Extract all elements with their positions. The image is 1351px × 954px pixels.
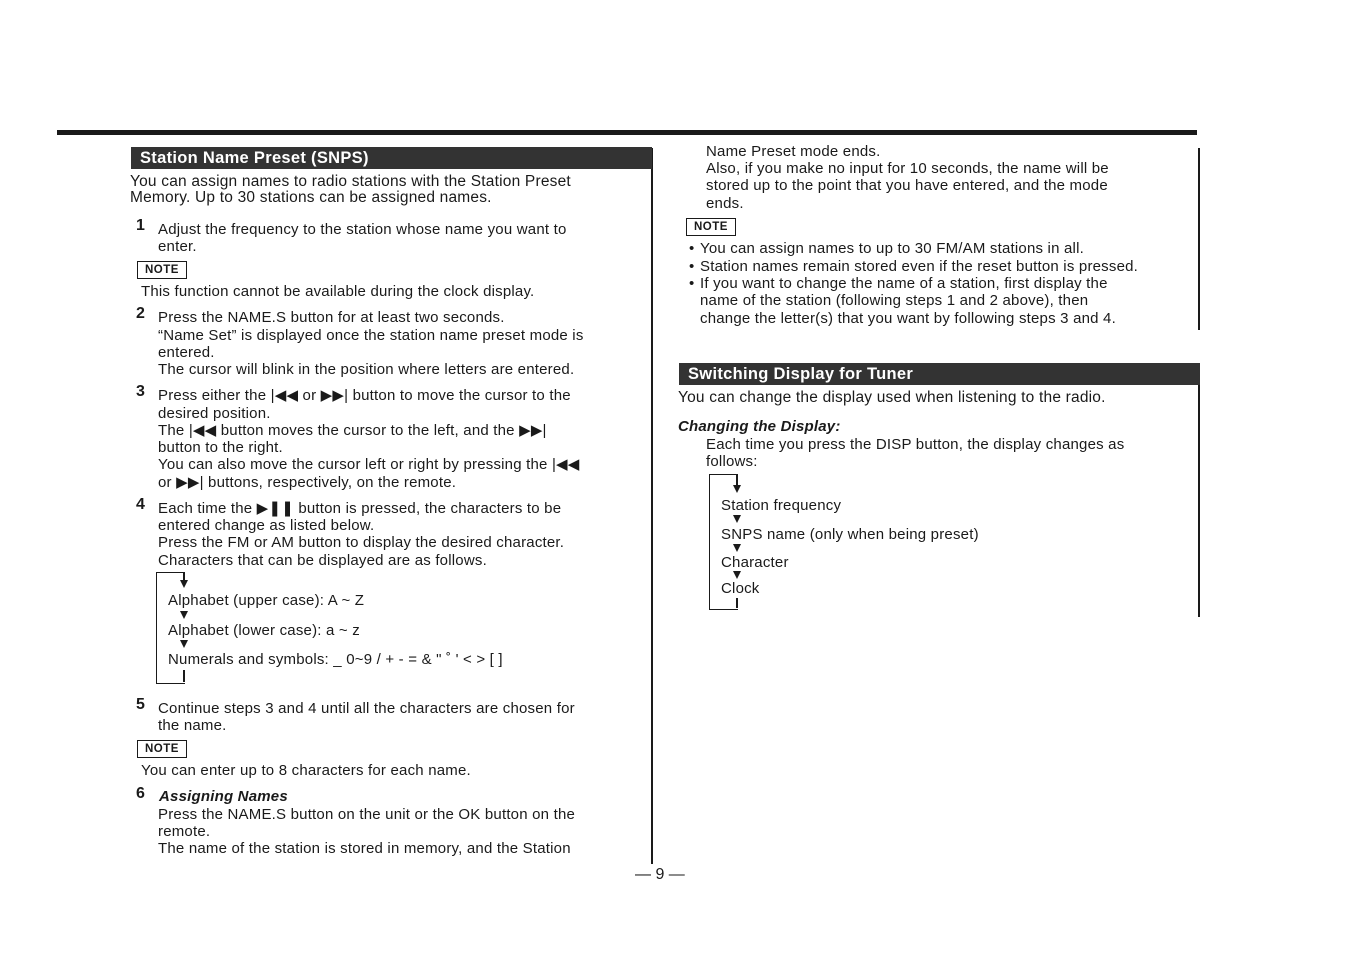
continued-text: Also, if you make no input for 10 seconds, the name will be <box>706 160 1109 177</box>
down-arrow-icon <box>180 580 188 588</box>
flow-item: Numerals and symbols: _ 0~9 / + - = & " ˚ ' < > [ ] <box>168 651 503 668</box>
down-arrow-icon <box>733 571 741 579</box>
note-text: You can enter up to 8 characters for each name. <box>141 762 471 779</box>
note-text: This function cannot be available during the clock display. <box>141 283 535 300</box>
loop-connector <box>183 670 185 682</box>
step-number: 5 <box>136 696 145 713</box>
continued-text: Name Preset mode ends. <box>706 143 881 160</box>
step-text: The name of the station is stored in memory, and the Station <box>158 840 571 857</box>
flow-item: Character <box>721 554 789 571</box>
step-number: 4 <box>136 496 145 513</box>
sub-text: follows: <box>706 453 758 470</box>
step-text: desired position. <box>158 405 271 422</box>
continued-text: stored up to the point that you have entered, and the mode <box>706 177 1108 194</box>
step-text: entered change as listed below. <box>158 517 375 534</box>
step-text: Press either the |◀◀ or ▶▶| button to move the cursor to the <box>158 387 571 404</box>
down-arrow-icon <box>733 485 741 493</box>
sub-heading: Changing the Display: <box>678 418 841 435</box>
step-text: button to the right. <box>158 439 283 456</box>
intro-line: You can assign names to radio stations with the Station Preset <box>130 173 571 190</box>
loop-connector <box>736 598 738 608</box>
down-arrow-icon <box>180 611 188 619</box>
left-column-rule <box>651 148 653 864</box>
step-number: 3 <box>136 383 145 400</box>
note-badge: NOTE <box>686 218 736 236</box>
flow-item: Alphabet (lower case): a ~ z <box>168 622 360 639</box>
flow-item: Station frequency <box>721 497 842 514</box>
step-text: The |◀◀ button moves the cursor to the left, and the ▶▶| <box>158 422 547 439</box>
step-text: Press the NAME.S button on the unit or the OK button on the <box>158 806 576 823</box>
page-number: — 9 — <box>635 866 685 883</box>
step-text: Adjust the frequency to the station whose name you want to <box>158 221 567 238</box>
flow-item: SNPS name (only when being preset) <box>721 526 979 543</box>
flow-item: Clock <box>721 580 760 597</box>
top-rule <box>57 130 1197 135</box>
right-column-rule-lower <box>1198 364 1200 617</box>
step-text: “Name Set” is displayed once the station name preset mode is <box>158 327 584 344</box>
down-arrow-icon <box>733 515 741 523</box>
step-text: Continue steps 3 and 4 until all the characters are chosen for <box>158 700 575 717</box>
section-title-snps: Station Name Preset (SNPS) <box>131 147 652 169</box>
note-bullet-text: Station names remain stored even if the reset button is pressed. <box>700 258 1139 275</box>
step-text: The cursor will blink in the position where letters are entered. <box>158 361 575 378</box>
note-bullet-text: You can assign names to up to 30 FM/AM stations in all. <box>700 240 1084 257</box>
note-bullet-text: If you want to change the name of a station, first display the <box>700 275 1108 292</box>
sub-text: Each time you press the DISP button, the display changes as <box>706 436 1125 453</box>
step-text: Press the NAME.S button for at least two seconds. <box>158 309 505 326</box>
step-number: 1 <box>136 217 145 234</box>
step-text: the name. <box>158 717 227 734</box>
flow-item: Alphabet (upper case): A ~ Z <box>168 592 365 609</box>
step-text: or ▶▶| buttons, respectively, on the remote. <box>158 474 457 491</box>
step-text: enter. <box>158 238 197 255</box>
step-text: entered. <box>158 344 215 361</box>
intro-line: You can change the display used when listening to the radio. <box>678 389 1106 406</box>
step-number: 6 <box>136 785 145 802</box>
step-text: Press the FM or AM button to display the desired character. <box>158 534 565 551</box>
step-heading: Assigning Names <box>159 788 288 805</box>
down-arrow-icon <box>180 640 188 648</box>
note-bullet-text: change the letter(s) that you want by following steps 3 and 4. <box>700 310 1116 327</box>
loop-connector <box>183 572 185 580</box>
bullet-icon: • <box>689 258 695 275</box>
note-badge: NOTE <box>137 740 187 758</box>
step-text: Characters that can be displayed are as follows. <box>158 552 487 569</box>
note-bullet-text: name of the station (following steps 1 and 2 above), then <box>700 292 1089 309</box>
step-text: Each time the ▶❚❚ button is pressed, the characters to be <box>158 500 562 517</box>
note-badge: NOTE <box>137 261 187 279</box>
step-number: 2 <box>136 305 145 322</box>
right-column-rule-upper <box>1198 148 1200 330</box>
step-text: You can also move the cursor left or right by pressing the |◀◀ <box>158 456 580 473</box>
down-arrow-icon <box>733 544 741 552</box>
step-text: remote. <box>158 823 211 840</box>
bullet-icon: • <box>689 240 695 257</box>
loop-connector <box>736 474 738 485</box>
section-title-switching-display: Switching Display for Tuner <box>679 363 1200 385</box>
bullet-icon: • <box>689 275 695 292</box>
intro-line: Memory. Up to 30 stations can be assigned names. <box>130 189 492 206</box>
continued-text: ends. <box>706 195 744 212</box>
